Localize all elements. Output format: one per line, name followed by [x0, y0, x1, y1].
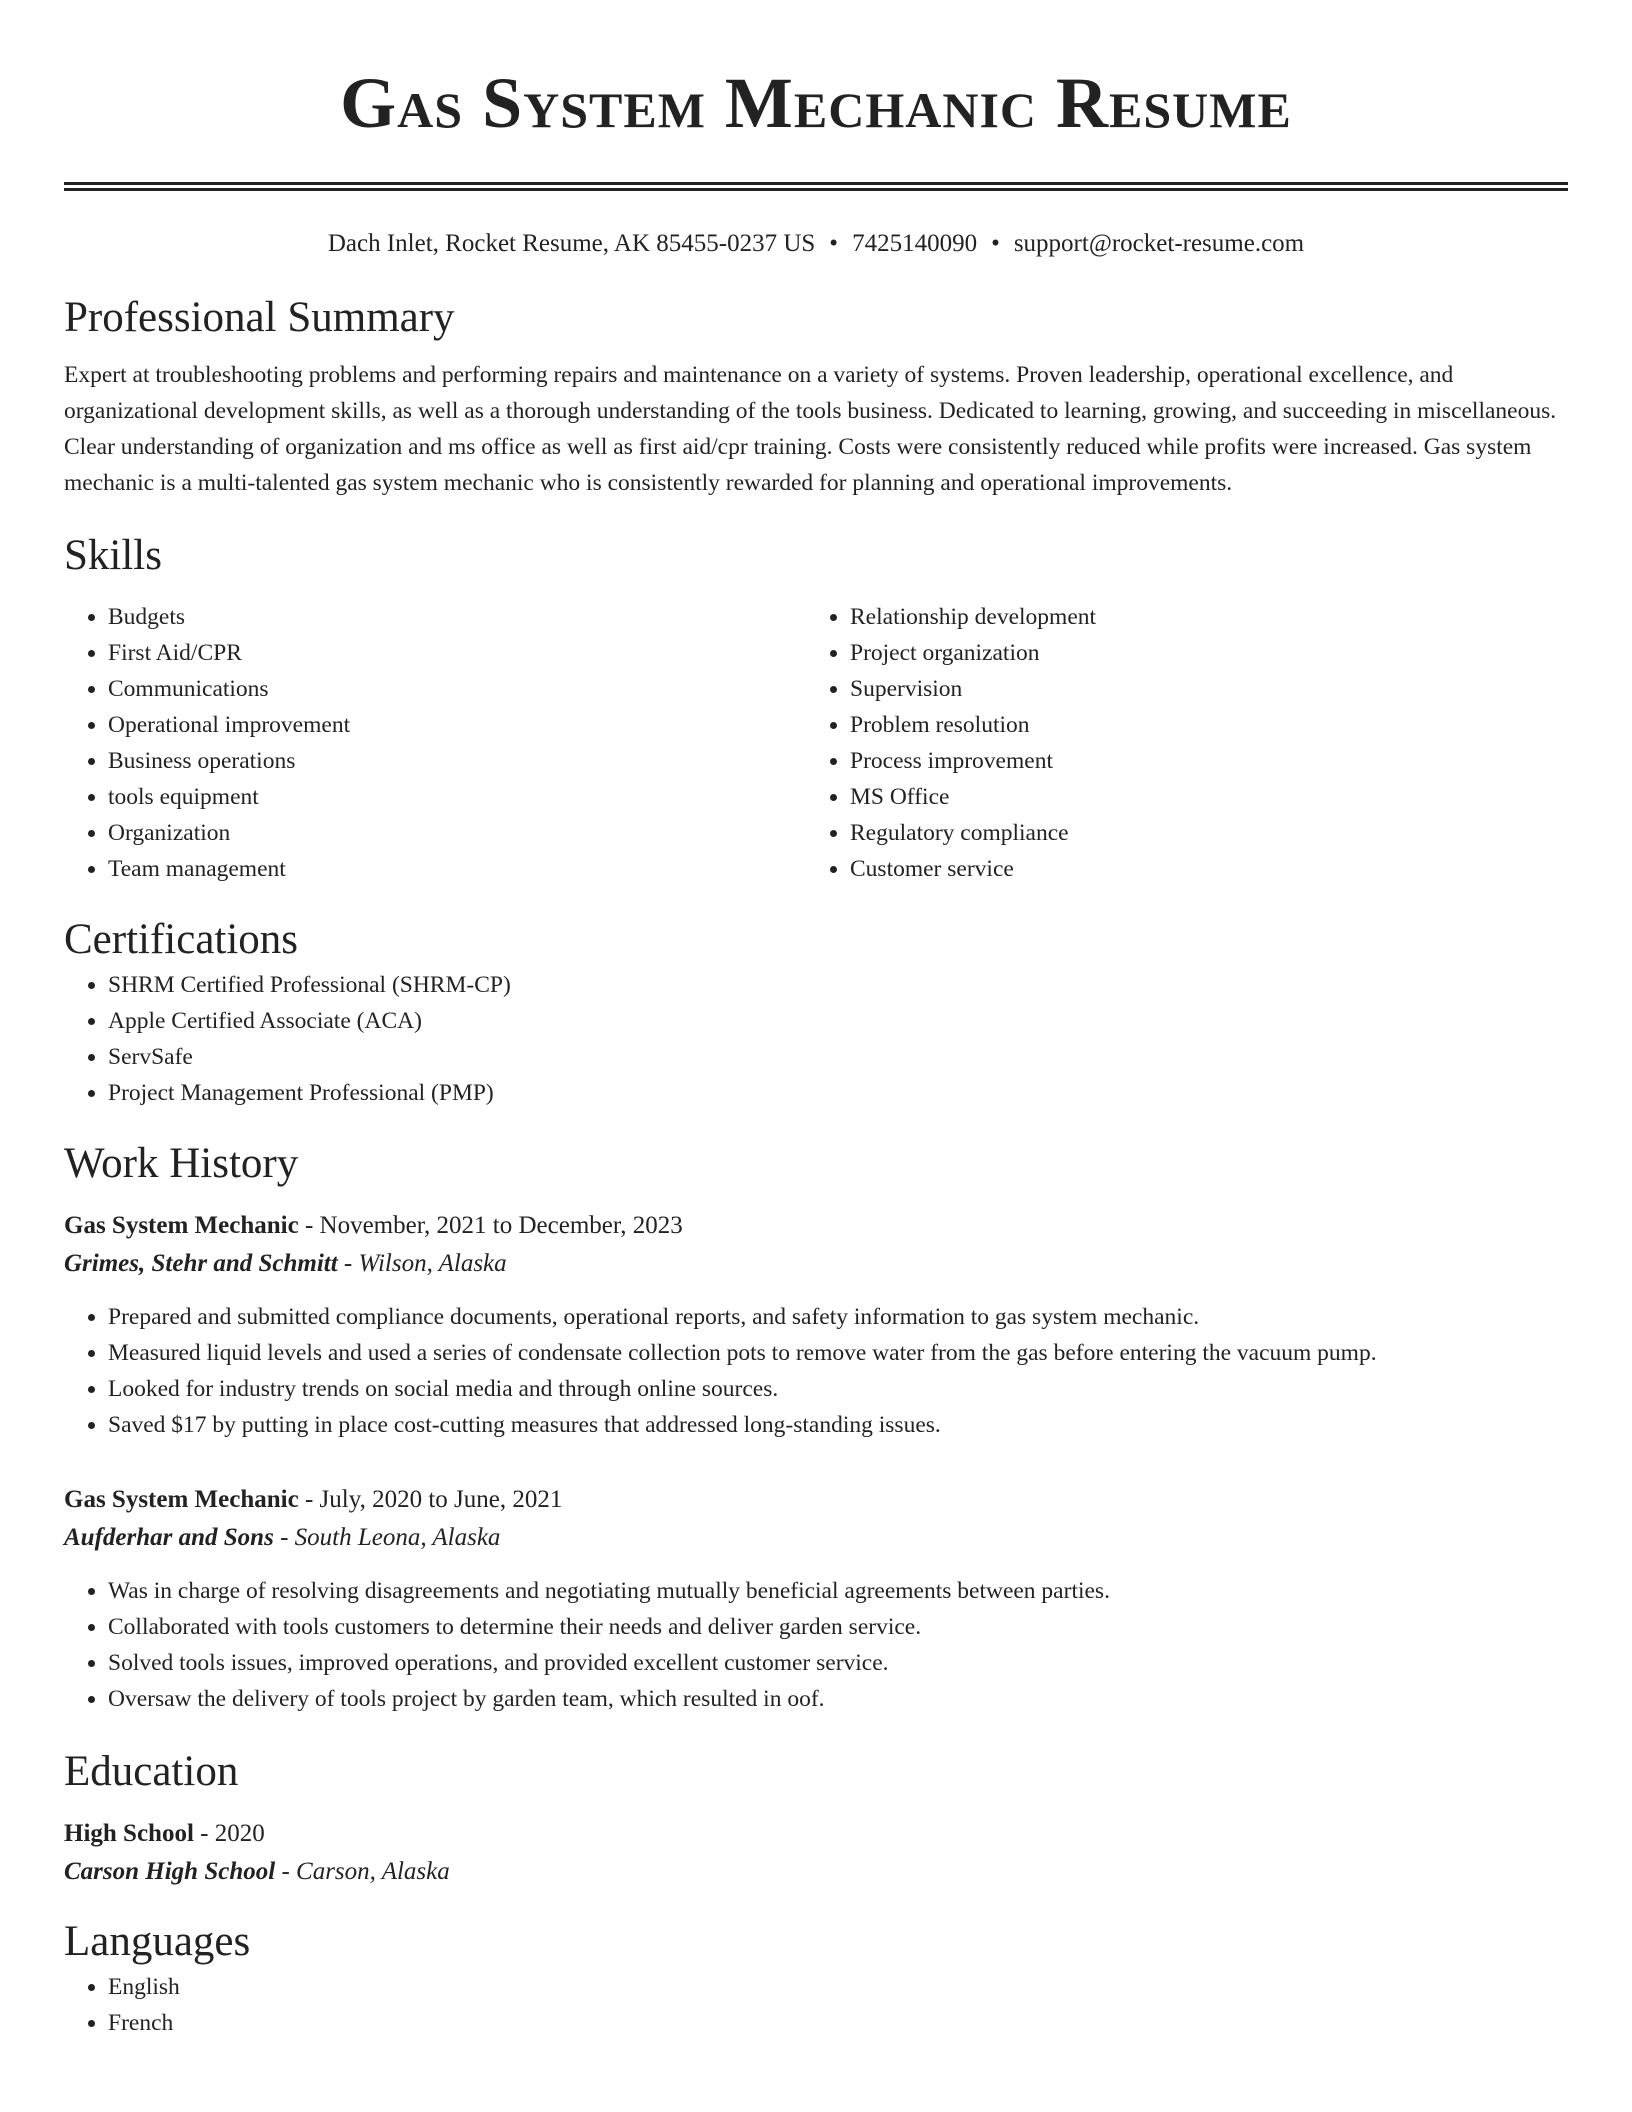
skill-item: • Problem resolution	[850, 707, 1548, 743]
certification-item: • ServSafe	[108, 1039, 1568, 1075]
skill-item: • Communications	[108, 671, 806, 707]
contact-address: Dach Inlet, Rocket Resume, AK 85455-0237 US	[327, 230, 816, 257]
contact-email: support@rocket-resume.com	[1013, 230, 1305, 257]
job-company-line	[64, 1245, 1568, 1283]
education-year: - 2020	[193, 1820, 265, 1847]
job-company: Grimes, Stehr and Schmitt	[64, 1250, 338, 1277]
certification-item: • Project Management Professional (PMP)	[108, 1075, 1568, 1111]
skills-list-left	[64, 599, 806, 887]
job-duty: • Looked for industry trends on social media and through online sources.	[108, 1371, 1568, 1407]
education-school-line	[64, 1853, 1568, 1891]
job-company-line	[64, 1519, 1568, 1557]
education-entry	[64, 1815, 1568, 1891]
job-title: Gas System Mechanic	[64, 1486, 299, 1513]
skills-column-right	[806, 599, 1548, 887]
skill-item: • Supervision	[850, 671, 1548, 707]
languages-heading: Languages	[64, 1918, 251, 1965]
skill-item: • Organization	[108, 815, 806, 851]
job-entry	[64, 1207, 1568, 1443]
education-heading: Education	[64, 1748, 239, 1795]
skill-item: • Relationship development	[850, 599, 1548, 635]
education-school: Carson High School	[64, 1858, 276, 1885]
job-duty: • Oversaw the delivery of tools project by garden team, which resulted in oof.	[108, 1681, 1568, 1717]
skills-columns	[64, 599, 1568, 887]
language-item: • French	[108, 2005, 1568, 2041]
certifications-list	[64, 967, 1568, 1111]
certification-item: • SHRM Certified Professional (SHRM-CP)	[108, 967, 1568, 1003]
job-duty: • Solved tools issues, improved operations, and provided excellent customer service.	[108, 1645, 1568, 1681]
skill-item: • tools equipment	[108, 779, 806, 815]
skill-item: • Budgets	[108, 599, 806, 635]
job-title: Gas System Mechanic	[64, 1212, 299, 1239]
skill-item: • Project organization	[850, 635, 1548, 671]
certifications-section	[64, 913, 1568, 1111]
languages-section	[64, 1915, 1568, 2041]
skill-item: • Team management	[108, 851, 806, 887]
summary-text: Expert at troubleshooting problems and performing repairs and maintenance on a variety of systems. Proven leadership, operational excellence, and organizational development skills, as well as a thorough understanding of the tools business. Dedicated to learning, growing, and succeeding in miscellaneous. Clear understanding of organization and ms office as well as first aid/cpr training. Costs were consistently reduced while profits were increased. Gas system mechanic is a multi-talented gas system mechanic who is consistently rewarded for planning and operational improvements.	[64, 362, 1557, 496]
summary-section	[64, 291, 1568, 501]
languages-list	[64, 1969, 1568, 2041]
resume-title: Gas System Mechanic Resume	[340, 63, 1292, 143]
job-title-line	[64, 1481, 1568, 1519]
skill-item: • Business operations	[108, 743, 806, 779]
skill-item: • Regulatory compliance	[850, 815, 1548, 851]
work-history-section	[64, 1137, 1568, 1717]
job-duty: • Was in charge of resolving disagreements and negotiating mutually beneficial agreements between parties.	[108, 1573, 1568, 1609]
skill-item: • Process improvement	[850, 743, 1548, 779]
job-duties-list	[64, 1573, 1568, 1717]
job-location: - South Leona, Alaska	[273, 1524, 501, 1551]
contact-phone: 7425140090	[852, 230, 978, 257]
title-divider	[64, 182, 1568, 191]
skills-section	[64, 529, 1568, 887]
certifications-heading: Certifications	[64, 916, 299, 963]
job-company: Aufderhar and Sons	[64, 1524, 274, 1551]
skill-item: • Operational improvement	[108, 707, 806, 743]
education-degree: High School	[64, 1820, 194, 1847]
contact-line	[64, 227, 1568, 261]
work-history-heading: Work History	[64, 1140, 299, 1187]
contact-separator: •	[829, 230, 839, 257]
job-entry	[64, 1481, 1568, 1717]
summary-heading: Professional Summary	[64, 294, 455, 341]
job-dates: - November, 2021 to December, 2023	[298, 1212, 683, 1239]
job-dates: - July, 2020 to June, 2021	[298, 1486, 563, 1513]
language-item: • English	[108, 1969, 1568, 2005]
skills-heading: Skills	[64, 532, 162, 579]
skill-item: • Customer service	[850, 851, 1548, 887]
job-location: - Wilson, Alaska	[337, 1250, 507, 1277]
job-duty: • Saved $17 by putting in place cost-cutting measures that addressed long-standing issues.	[108, 1407, 1568, 1443]
job-duty: • Prepared and submitted compliance documents, operational reports, and safety information to gas system mechanic.	[108, 1299, 1568, 1335]
education-degree-line	[64, 1815, 1568, 1853]
education-location: - Carson, Alaska	[275, 1858, 450, 1885]
certification-item: • Apple Certified Associate (ACA)	[108, 1003, 1568, 1039]
skills-list-right	[806, 599, 1548, 887]
job-duty: • Collaborated with tools customers to determine their needs and deliver garden service.	[108, 1609, 1568, 1645]
job-duty: • Measured liquid levels and used a series of condensate collection pots to remove water from the gas before entering the vacuum pump.	[108, 1335, 1568, 1371]
skills-column-left	[64, 599, 806, 887]
contact-separator: •	[991, 230, 1000, 257]
job-title-line	[64, 1207, 1568, 1245]
skill-item: • MS Office	[850, 779, 1548, 815]
education-section	[64, 1745, 1568, 1891]
skill-item: • First Aid/CPR	[108, 635, 806, 671]
job-duties-list	[64, 1299, 1568, 1443]
